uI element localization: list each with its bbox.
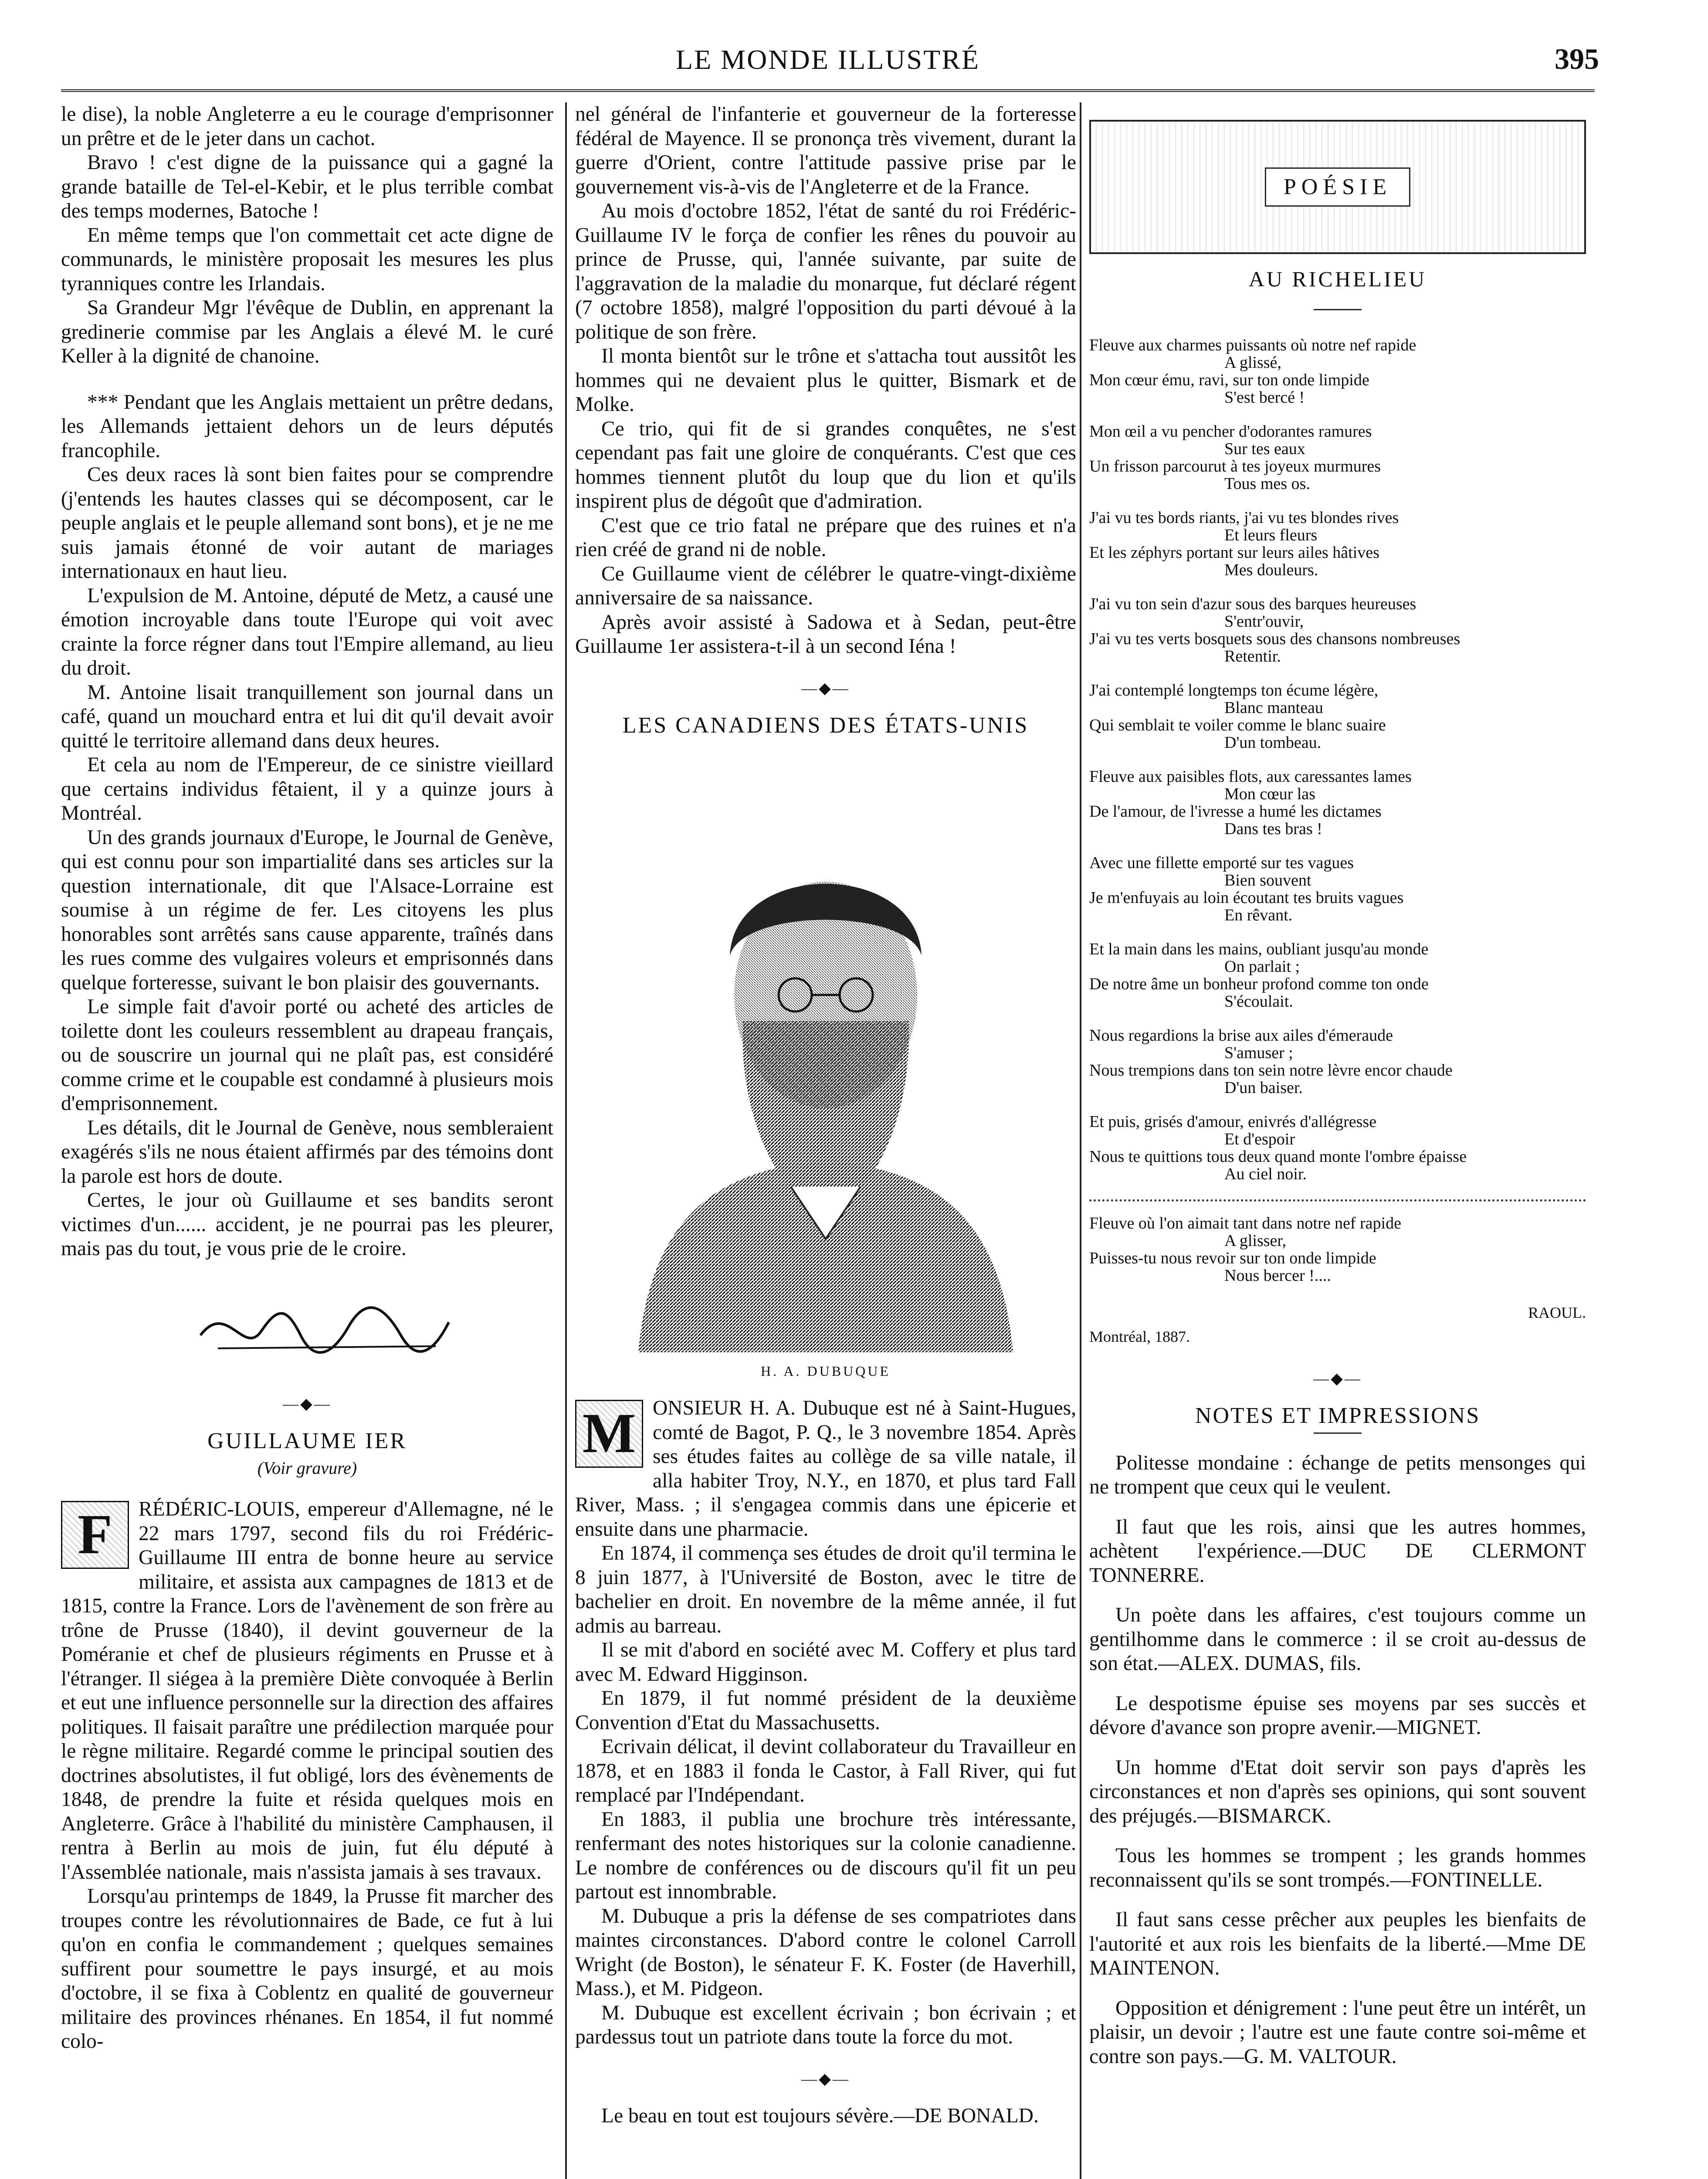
header-rule [61,89,1595,92]
poem-line: Mon œil a vu pencher d'odorantes ramures [1089,422,1372,441]
note-item: Tous les hommes se trompent ; les grands hommes reconnaissent qu'ils se sont trompés.—FONTINELLE. [1089,1844,1586,1891]
poem-line: Nous te quittions tous deux quand monte l'ombre épaisse [1089,1147,1467,1166]
paragraph: Ce trio, qui fit de si grandes conquêtes, ne s'est cependant pas fait une gloire de conquérants. C'est que ces hommes tiennent plutôt du loup que du lion et qu'ils inspirent plus de dégoût que d'admiration. [575,417,1076,513]
paragraph-text: RÉDÉRIC-LOUIS, empereur d'Allemagne, né le 22 mars 1797, second fils du roi Frédéric-Guillaume III entra de bonne heure au service militaire, et assista aux campagnes de 1813 et de 1815, contre la France. Lors de l'avènement de son frère au trône de Prusse (1840), il devint gouverneur de la Poméranie et chef de plusieurs régiments en Prusse et à l'étranger. Il siégea à la première Diète convoquée à Berlin et eut une influence personnelle sur la direction des affaires politiques. Il faisait paraître une prédilection marquée pour le règne militaire. Regardé comme le principal soutien des doctrines absolutistes, il fut obligé, lors des évènements de 1848, de prendre la fuite et résida quelques mois en Angleterre. Grâce à l'habilité du ministère Camphausen, il rentra à Berlin au mois de juin, fut élu député à l'Assemblée nationale, mais n'assista jamais à ses travaux. [61,1498,553,1884]
poem-stanza [1089,509,1586,579]
poem-line: A glissé, [1224,353,1281,372]
poem-line: Puisses-tu nous revoir sur ton onde limpide [1089,1249,1376,1267]
poem-line: Avec une fillette emporté sur tes vagues [1089,853,1354,872]
page-number: 395 [1555,42,1599,75]
column-1 [61,102,553,2054]
banner-label: POÉSIE [1265,167,1410,207]
poem-line: Mes douleurs. [1224,560,1318,579]
ornament-divider: —◆— [801,2070,850,2087]
poem-author: RAOUL. [1528,1303,1586,1321]
portrait-engraving [586,751,1065,1352]
poem-line: J'ai contemplé longtemps ton écume légère, [1089,681,1379,699]
poem-line: Bien souvent [1224,871,1312,889]
signature-image [192,1283,453,1370]
paragraph: En 1883, il publia une brochure très intéressante, renfermant des notes historiques sur la colonie canadienne. Le nombre de conférences ou de discours qu'il fit un peu partout est innombrable. [575,1808,1076,1903]
paragraph: L'expulsion de M. Antoine, député de Metz, a causé une émotion incroyable dans toute l'Europe qui voit avec crainte la force régner dans tout l'Empire allemand, au lieu du droit. [61,584,553,679]
closing-quote: Le beau en tout est toujours sévère.—DE BONALD. [601,2104,1039,2127]
paragraph: Il se mit d'abord en société avec M. Coffery et plus tard avec M. Edward Higginson. [575,1639,1076,1686]
paragraph: M. Antoine lisait tranquillement son journal dans un café, quand un mouchard entra et lui dit qu'il devait avoir quitté le territoire allemand dans deux heures. [61,681,553,752]
note-item: Le despotisme épuise ses moyens par ses succès et dévore d'avance son propre avenir.—MIGNET. [1089,1692,1586,1739]
poem-line: D'un tombeau. [1224,733,1322,752]
masthead [61,39,1599,92]
note-item: Il faut sans cesse prêcher aux peuples les bienfaits de l'autorité et aux rois les bienfaits de la liberté.—Mme DE MAINTENON. [1089,1908,1586,1979]
column-3 [1089,102,1586,2084]
poem-line: D'un baiser. [1224,1078,1303,1097]
poem-line: Un frisson parcourut à tes joyeux murmures [1089,457,1381,475]
poem-line: Fleuve aux charmes puissants où notre nef rapide [1089,336,1417,354]
drop-cap: F [61,1501,129,1569]
paragraph: Ces deux races là sont bien faites pour se comprendre (j'entends les hautes classes qui se décomposent, car le peuple anglais et le peuple allemand sont bons), et je ne me suis jamais étonné de voir autant de mariages internationaux en haut lieu. [61,463,553,583]
poem-stanza [1089,854,1586,924]
poem-line: Blanc manteau [1224,698,1323,717]
poem-line: Nous regardions la brise aux ailes d'émeraude [1089,1026,1393,1045]
poem-line: De l'amour, de l'ivresse a humé les dictames [1089,802,1382,821]
column-divider [1080,102,1081,2179]
section-title: GUILLAUME IER [207,1429,407,1453]
paragraph: Il monta bientôt sur le trône et s'attacha tout aussitôt les hommes qui ne devaient plus le quitter, Bismark et de Molke. [575,345,1076,416]
poem-place-date: Montréal, 1887. [1089,1328,1190,1345]
notes-list [1089,1451,1586,2069]
column-2 [575,102,1076,2128]
paragraph: Ce Guillaume vient de célébrer le quatre-vingt-dixième anniversaire de sa naissance. [575,562,1076,609]
poem-line: J'ai vu tes bords riants, j'ai vu tes blondes rives [1089,508,1399,527]
poem-stanza [1089,940,1586,1010]
paragraph: Lorsqu'au printemps de 1849, la Prusse fit marcher des troupes contre les révolutionnaires de Bade, ce fut à lui qu'on en confia le commandement ; quelques semaines suffirent pour soumettre le pays insurgé, et au mois d'octobre, il se fixa à Coblentz en qualité de gouverneur militaire des provinces rhénanes. En 1854, il fut nommé colo- [61,1885,553,2053]
paragraph: Le simple fait d'avoir porté ou acheté des articles de toilette dont les couleurs ressemblent au drapeau français, ou de souscrire un journal qui ne plaît pas, est considéré comme crime et le coupable est condamné à plusieurs mois d'emprisonnement. [61,995,553,1115]
poem-stanza [1089,595,1586,665]
paragraph: M. Dubuque est excellent écrivain ; bon écrivain ; et pardessus tout un patriote dans toute la force du mot. [575,2001,1076,2048]
paragraph: En même temps que l'on commettait cet acte digne de communards, le ministère proposait les mesures les plus tyranniques contre les Irlandais. [61,224,553,295]
portrait-caption: H. A. DUBUQUE [761,1363,891,1379]
paragraph: C'est que ce trio fatal ne prépare que des ruines et n'a rien créé de grand ni de noble. [575,514,1076,561]
poem [1089,336,1586,1284]
paragraph: En 1874, il commença ses études de droit qu'il termina le 8 juin 1877, à l'Université de Boston, avec le titre de bachelier en droit. En novembre de la même année, il fut admis au barreau. [575,1542,1076,1637]
poem-line: Dans tes bras ! [1224,819,1322,838]
paragraph: Après avoir assisté à Sadowa et à Sedan, peut-être Guillaume 1er assistera-t-il à un second Iéna ! [575,611,1076,658]
poem-line: Qui semblait te voiler comme le blanc suaire [1089,716,1386,734]
poem-line: De notre âme un bonheur profond comme ton onde [1089,974,1429,993]
paragraph: Au mois d'octobre 1852, l'état de santé du roi Frédéric-Guillaume IV le força de confier les rênes du pouvoir au prince de Prusse, qui, l'année suivante, par suite de l'aggravation de la maladie du monarque, fut déclaré régent (7 octobre 1858), malgré l'opposition du parti dévoué à la politique de son frère. [575,200,1076,343]
paragraph [61,1497,553,1884]
poem-line: Sur tes eaux [1224,439,1305,458]
paragraph: Certes, le jour où Guillaume et ses bandits seront victimes d'un...... accident, je ne pourrai pas les pleurer, mais pas du tout, je vous prie de le croire. [61,1189,553,1260]
note-item: Politesse mondaine : échange de petits mensonges qui ne trompent que ceux qui le veulent. [1089,1451,1586,1498]
poem-stanza [1089,423,1586,492]
poem-line: Nous bercer !.... [1224,1266,1331,1285]
poem-line: Et d'espoir [1224,1130,1295,1148]
poem-line: Au ciel noir. [1224,1164,1307,1183]
paragraph: nel général de l'infanterie et gouverneur de la forteresse fédéral de Mayence. Il se prononça très vivement, durant la guerre d'Orient, contre l'attitude passive prise par le gouvernement vis-à-vis de l'Angleterre et de la France. [575,103,1076,198]
poem-line: En rêvant. [1224,906,1293,924]
note-item: Un homme d'Etat doit servir son pays d'après les circonstances et non d'après ses opinions, qui sont souvent des préjugés.—BISMARCK. [1089,1756,1586,1827]
poem-title: AU RICHELIEU [1248,267,1427,291]
poesie-banner [1089,120,1586,254]
portrait-image [586,751,1065,1352]
poem-line: Mon cœur ému, ravi, sur ton onde limpide [1089,370,1369,389]
poem-line: Et leurs fleurs [1224,526,1318,544]
poem-line: Tous mes os. [1224,474,1310,493]
column-divider [565,102,567,2179]
paragraph: En 1879, il fut nommé président de la deuxième Convention d'Etat du Massachusetts. [575,1687,1076,1734]
paragraph: Sa Grandeur Mgr l'évêque de Dublin, en apprenant la gredinerie commise par les Anglais a élevé M. le curé Keller à la dignité de chanoine. [61,296,553,367]
paragraph: Les détails, dit le Journal de Genève, nous sembleraient exagérés s'ils ne nous étaient affirmés par des témoins dont la parole est hors de doute. [61,1116,553,1188]
paragraph: Un des grands journaux d'Europe, le Journal de Genève, qui est connu pour son impartialité dans ses articles sur la question internationale, dit que l'Alsace-Lorraine est soumise à un régime de fer. Les citoyens les plus honorables sont arrêtés sans cause apparente, traînés dans les rues comme des vulgaires voleurs et emprisonnés dans quelque forteresse, suivant le bon plaisir des gouvernants. [61,826,553,994]
poem-line: Fleuve aux paisibles flots, aux caressantes lames [1089,767,1412,786]
poem-line: Retentir. [1224,647,1281,665]
paragraph: le dise), la noble Angleterre a eu le courage d'emprisonner un prêtre et de le jeter dans un cachot. [61,103,553,150]
poem-line: Nous trempions dans ton sein notre lèvre encor chaude [1089,1061,1453,1079]
paragraph: Et cela au nom de l'Empereur, de ce sinistre vieillard que certains individus fêtaient, il y a quinze jours à Montréal. [61,753,553,825]
ornament-divider: —◆— [1313,1369,1362,1387]
section-title: LES CANADIENS DES ÉTATS-UNIS [622,713,1029,738]
drop-cap: M [575,1400,643,1468]
poem-line: On parlait ; [1224,957,1300,976]
ornament-divider: —◆— [283,1395,332,1412]
poem-stanza [1089,336,1586,406]
paragraph [575,1396,1076,1541]
poem-line: Mon cœur las [1224,784,1315,803]
short-rule [1314,309,1362,310]
poem-stanza [1089,768,1586,838]
short-rule [1314,1432,1362,1434]
ornament-divider: —◆— [801,679,850,697]
author-signature [61,1279,553,1375]
paragraph: Bravo ! c'est digne de la puissance qui a gagné la grande bataille de Tel-el-Kebir, et le plus terrible combat des temps modernes, Batoche ! [61,151,553,222]
section-title: NOTES ET IMPRESSIONS [1195,1403,1481,1428]
paragraph: Ecrivain délicat, il devint collaborateur du Travailleur en 1878, et en 1883 il fonda le Castor, à Fall River, qui fut remplacé par l'Indépendant. [575,1735,1076,1806]
poem-line: Fleuve où l'on aimait tant dans notre nef rapide [1089,1214,1401,1232]
note-item: Il faut que les rois, ainsi que les autres hommes, achètent l'expérience.—DUC DE CLERMONT TONNERRE. [1089,1515,1586,1587]
poem-line: S'entr'ouvir, [1224,612,1304,631]
poem-line: Je m'enfuyais au loin écoutant tes bruits vagues [1089,888,1404,907]
poem-line: J'ai vu tes verts bosquets sous des chansons nombreuses [1089,629,1461,648]
poem-line: S'est bercé ! [1224,388,1305,407]
poem-line: Et les zéphyrs portant sur leurs ailes hâtives [1089,543,1379,562]
poem-line: A glisser, [1224,1231,1287,1250]
note-item: Un poète dans les affaires, c'est toujours comme un gentilhomme dans le commerce : il se croit au-dessus de son état.—ALEX. DUMAS, fils. [1089,1604,1586,1675]
poem-stanza [1089,682,1586,751]
poem-stanza [1089,1027,1586,1096]
poem-line: J'ai vu ton sein d'azur sous des barques heureuses [1089,594,1417,613]
poem-line: Et puis, grisés d'amour, enivrés d'allégresse [1089,1112,1377,1131]
poem-stanza [1089,1215,1586,1284]
poem-line: Et la main dans les mains, oubliant jusqu'au monde [1089,940,1429,958]
section-subtitle: (Voir gravure) [257,1458,357,1478]
poem-stanza [1089,1113,1586,1183]
journal-title: LE MONDE ILLUSTRÉ [675,44,980,75]
note-item: Opposition et dénigrement : l'une peut être un intérêt, un plaisir, un devoir ; l'autre est une faute contre soi-même et contre son pays.—G. M. VALTOUR. [1089,1996,1586,2068]
poem-line: S'écoulait. [1224,992,1293,1011]
paragraph: *** Pendant que les Anglais mettaient un prêtre dedans, les Allemands jettaient dehors un de leurs députés francophile. [61,390,553,462]
paragraph: M. Dubuque a pris la défense de ses compatriotes dans maintes circonstances. D'abord contre le colonel Carroll Wright (de Boston), le sénateur F. K. Foster (de Haverhill, Mass.), et M. Pidgeon. [575,1904,1076,2000]
poem-line: S'amuser ; [1224,1043,1293,1062]
dotted-separator [1089,1199,1586,1202]
paragraph-text: ONSIEUR H. A. Dubuque est né à Saint-Hugues, comté de Bagot, P. Q., le 3 novembre 1854. Après ses études faites au collège de sa ville natale, il alla habiter Troy, N.Y., en 1870, et plus tard Fall River, Mass. ; il s'engagea commis dans une épicerie et ensuite dans une pharmacie. [575,1397,1076,1541]
